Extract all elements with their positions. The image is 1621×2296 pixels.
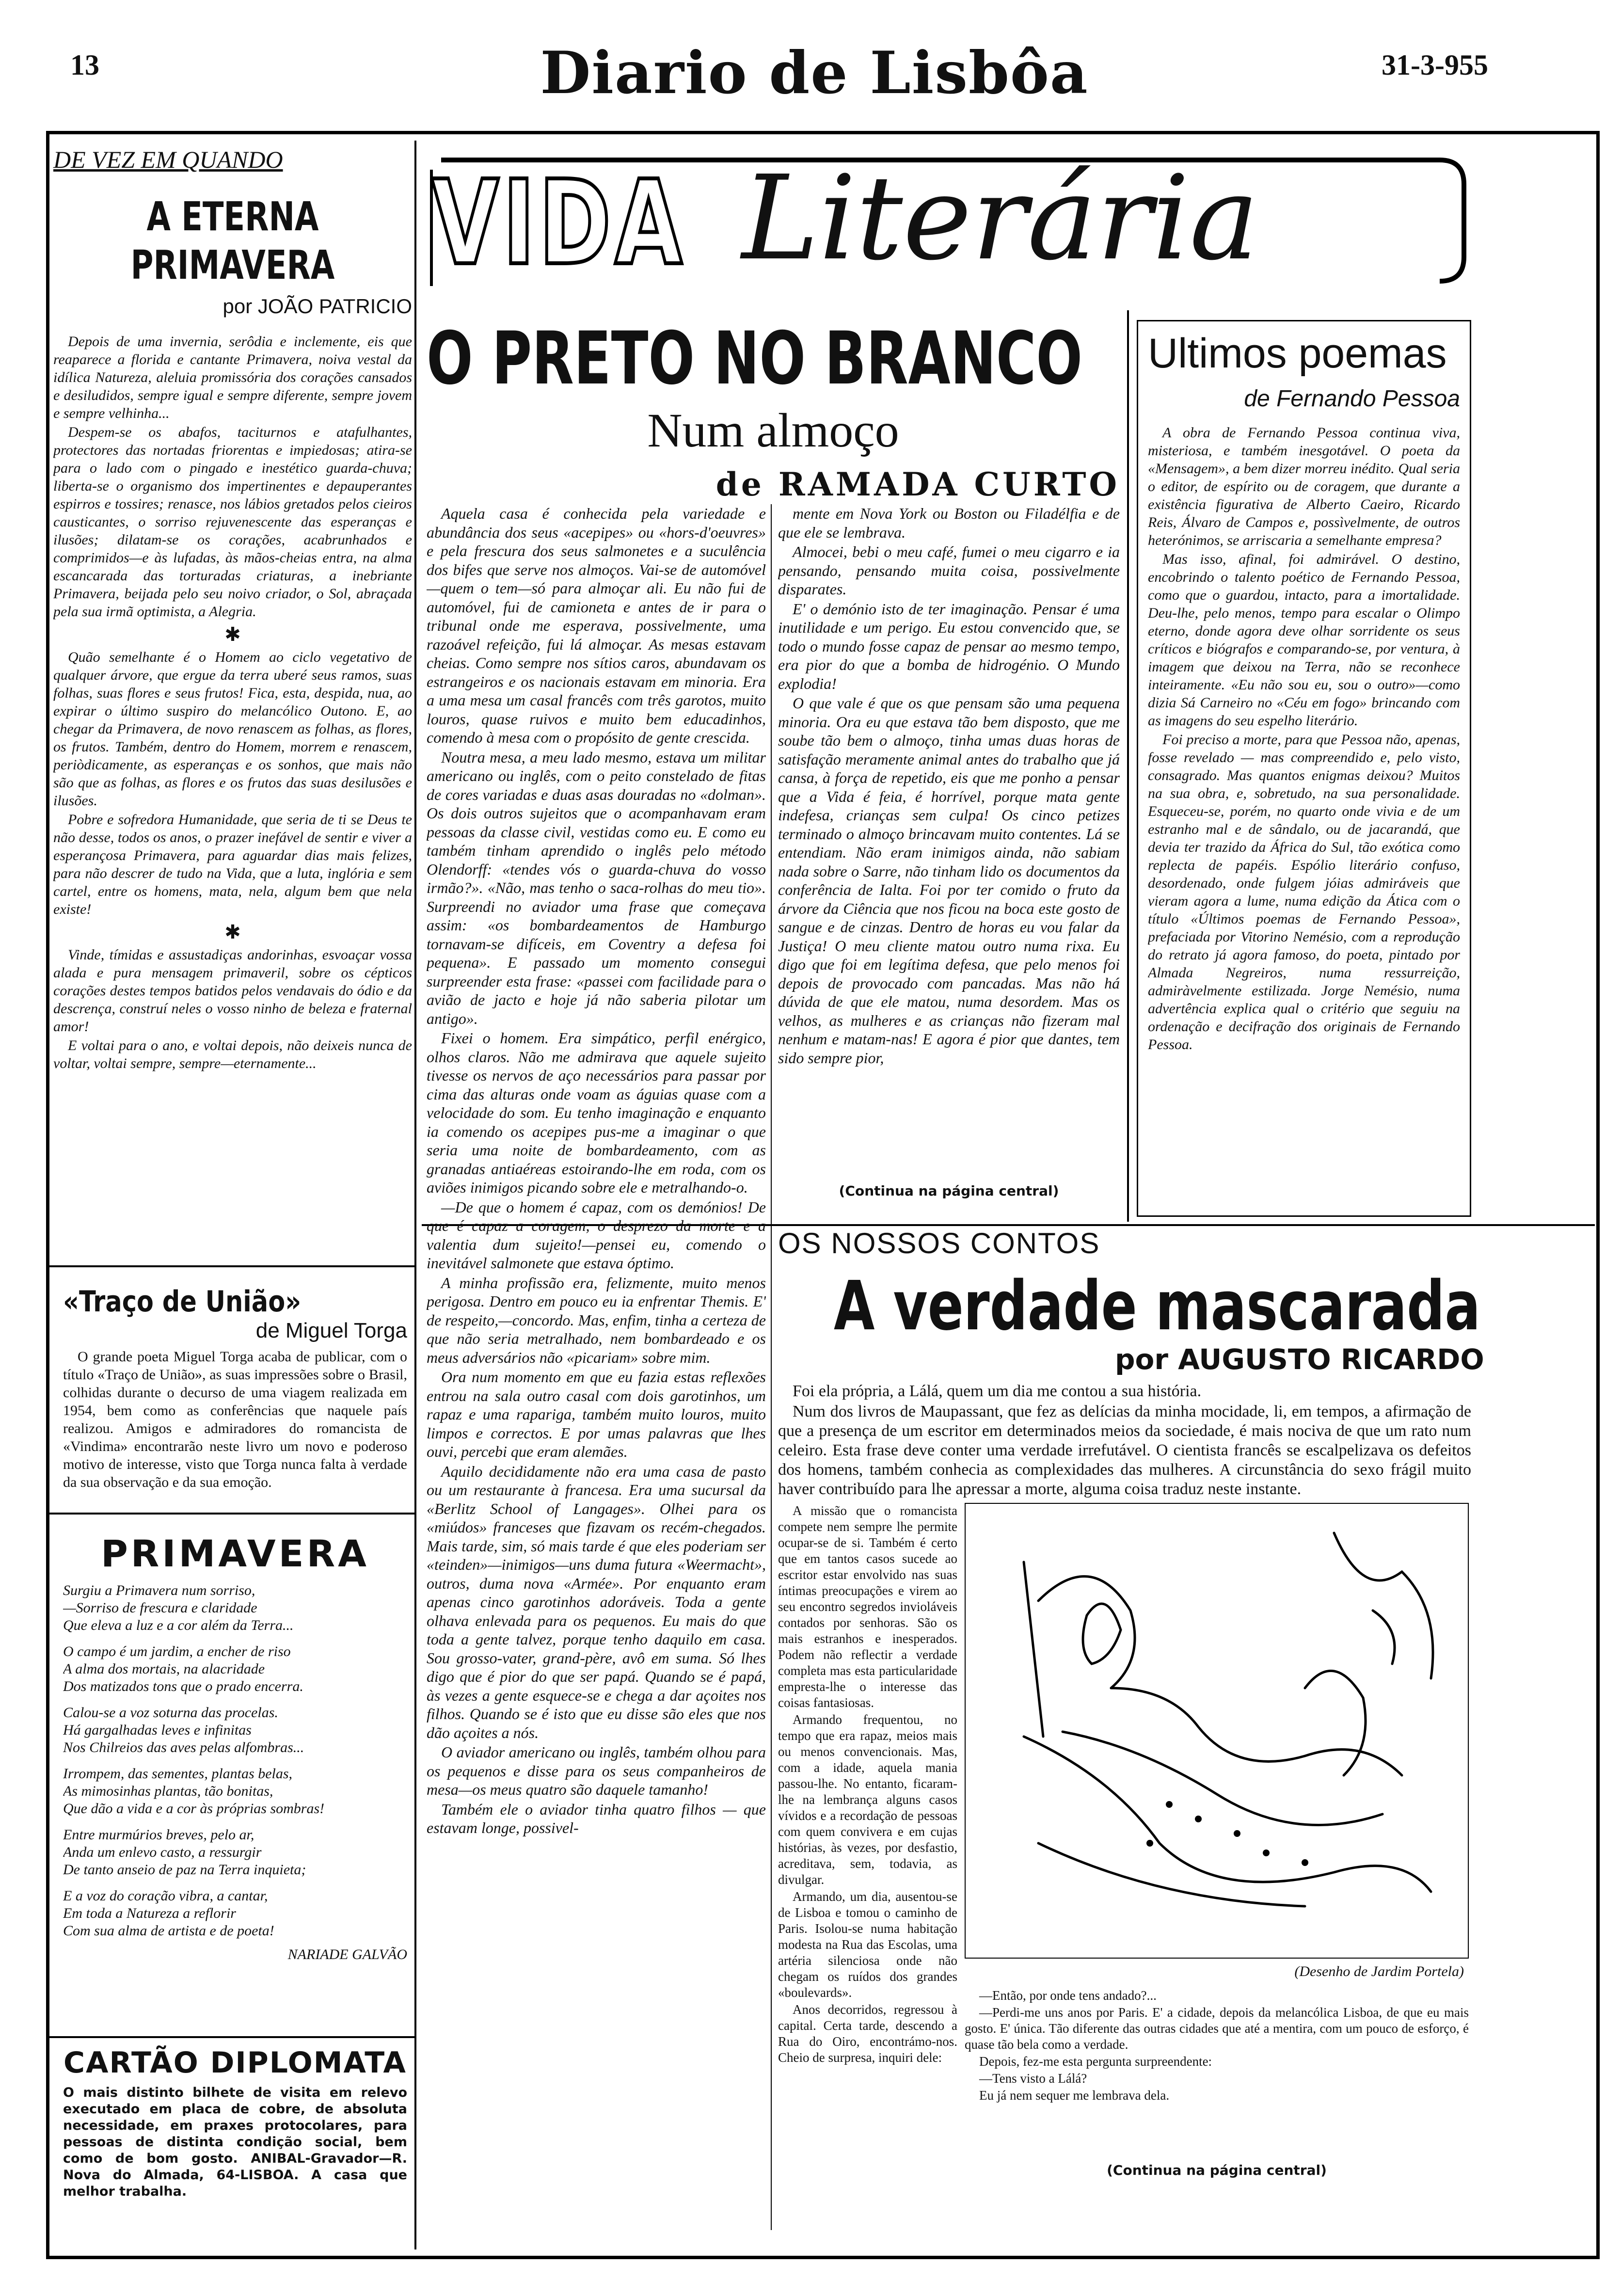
drawing (966, 1504, 1468, 1958)
poem-line: Calou-se a voz soturna das procelas. (63, 1705, 278, 1721)
left-rule-3 (48, 2036, 414, 2038)
cartao-diplomata-ad (63, 2046, 407, 2200)
vida-literaria-banner (422, 141, 1469, 305)
paragraph: Mas isso, afinal, foi admirável. O destino, encobrindo o talento poético de Fernando Pessoa, como que o guardou, intacto, para a imortalidade. Deu-lhe, pelo menos, tempo para escalar o Olimpo eterno, donde agora deve olhar sorridente os seus críticos e biógrafos e comparando-se, por ventura, à imagem que deixou na Terra, não se reconhece inteiramente. «Eu não sou eu, sou o outro»—como dizia Sá Carneiro no «Céu em fogo» brincando com as imagens do seu espelho literário. (1148, 551, 1460, 729)
cartao-title: CARTÃO DIPLOMATA (64, 2046, 407, 2080)
contos-right-column (965, 1988, 1469, 2182)
paragraph: Foi preciso a morte, para que Pessoa não, apenas, fosse revelado — mas compreendido e, pelo visto, consagrado. Mas quantos enigmas deixou? Muitos na sua obra, e, sobretudo, na sua personalidade. Esqueceu-se, porém, no quarto onde vivia e de um estranho mal e de sândalo, ou de jacarandá, que devia ter trazido da África do Sul, tão exótica como replecta de papéis. Espólio literário confuso, desordenado, onde fulgem jóias admiráveis que vieram agora a lume, numa edição da Ática com o título «Últimos poemas de Fernando Pessoa», prefaciada por Vitorino Nemésio, com a reprodução do retrato já agora famoso, do poeta, pintado por Almada Negreiros, numa ressurreição, admiràvelmente estilizada. Jorge Nemésio, numa advertência explica qual o critério que seguiu na ordenação e decifração dos originais de Fernando Pessoa. (1148, 732, 1460, 1052)
paragraph: Foi ela própria, a Lálá, quem um dia me contou a sua história. (793, 1382, 1202, 1400)
poem-line: Surgiu a Primavera num sorriso, (63, 1582, 255, 1598)
issue-date: 31-3-955 (1382, 49, 1488, 81)
continua-contos: (Continua na página central) (1107, 2162, 1327, 2178)
paragraph: Armando frequentou, no tempo que era rapaz, meios mais ou menos convencionais. Mas, com a idade, aquela mania passou-lhe. No entanto, ficaram-lhe na lembrança alguns casos vívidos e a recordação de pessoas com quem convivera e em cujas histórias, às vezes, por desfastio, acreditava, sem, todavia, as divulgar. (778, 1712, 957, 1887)
paragraph: Anos decorridos, regressou à capital. Certa tarde, descendo a Rua do Oiro, encontrámo-nos. Cheio de surpresa, inquiri dele: (778, 2002, 957, 2065)
poem-line: Anda um enlevo casto, a ressurgir (63, 1844, 262, 1860)
asterisk-ornament: ✱ (224, 921, 241, 943)
traco-byline: de Miguel Torga (255, 1319, 407, 1342)
paragraph: E voltai para o ano, e voltai depois, não deixeis nunca de voltar, voltai sempre, sempre—eternamente... (53, 1037, 412, 1071)
column-rule-center (1127, 310, 1129, 1222)
byline-ramada-curto: de RAMADA CURTO (715, 465, 1120, 503)
poem-line: Dos matizados tons que o prado encerra. (63, 1678, 303, 1694)
banner-literaria: Literária (742, 150, 1259, 286)
primavera-author: NARIADE GALVÃO (287, 1946, 407, 1962)
poem-line: Que dão a vida e a cor às próprias sombras! (63, 1801, 325, 1817)
eterna-primavera-body (53, 333, 412, 1254)
paragraph: A minha profissão era, felizmente, muito menos perigosa. Dentro em pouco eu ia enfrentar Themis. E' de respeito,—concordo. Mas, enfim, tinha a certeza de que não seria metralhado, nem bombardeado e os meus adversários não «picariam» sobre mim. (427, 1274, 766, 1366)
poem-line: Há gargalhadas leves e infinitas (63, 1722, 252, 1738)
paragraph: —De que o homem é capaz, com os demónios! De que é capaz a coragem, o desprezo da morte e a valentia dum sujeito!—pensei eu, comendo o inevitável salmonete que estava óptimo. (427, 1198, 766, 1272)
paragraph: Aquela casa é conhecida pela variedade e abundância dos seus «acepipes» ou «hors-d'oeuvres» e pela frescura dos seus salmonetes e a suculência dos bifes que serve nos almoços. Vai-se de automóvel—quem o tem—só para almoçar ali. Eu não fui de automóvel, fui de camioneta e antes de ir para o tribunal onde me esperava, possivelmente, uma razoável refeição, fui lá almoçar. As mesas estavam cheias. Como sempre nos sítios caros, abundavam os estrangeiros e os nacionais estavam em minoria. Era a uma mesa um casal francês com três garotos, muito louros, quase ruivos e muito bem educadinhos, comendo à mesa com o propósito de gente crescida. (427, 505, 766, 746)
article-title-eterna-primavera: A ETERNA PRIMAVERA (130, 194, 335, 288)
paragraph: mente em Nova York ou Boston ou Filadélfia e de que ele se lembrava. (778, 505, 1120, 541)
paragraph: —Então, por onde tens andado?... (979, 1988, 1157, 2003)
primavera-lines (63, 1582, 407, 1940)
contos-title: A verdade mascarada (834, 1267, 1481, 1346)
banner-vida: VIDA (431, 155, 686, 291)
poem-line: Que eleva a luz e a cor além da Terra... (63, 1617, 294, 1633)
cartao-body: O mais distinto bilhete de visita em relevo executado em placa de cobre, de absoluta necessidade, em praxes protocolares, para pessoas de distinta condição social, bem como de bom gosto. ANIBAL-Gravador—R. Nova do Almada, 64-LISBOA. A casa que melhor trabalha. (63, 2085, 407, 2199)
byline-joao-patricio: por JOÃO PATRICIO (222, 295, 412, 318)
paragraph: Num dos livros de Maupassant, que fez as delícias da minha mocidade, li, em tempos, a afirmação de que a presença de um escritor em determinados meios da sociedade, é mais nociva de que um rato num celeiro. Esta frase deve conter uma verdade irrefutável. O cientista francês se escalpelizava os defeitos dos homens, também conhecia as complexidades das mulheres. A circunstância do sexo frágil muito haver contribuído para lhe apressar a morte, alguma coisa traduz neste instante. (778, 1403, 1471, 1498)
stanza-break (63, 1879, 407, 1887)
poem-line: Em toda a Natureza a reflorir (63, 1905, 236, 1921)
paragraph: E' o demónio isto de ter imaginação. Pensar é uma inutilidade e um perigo. Eu estou convencido que, se todo o mundo fosse capaz de pensar ao mesmo tempo, era pior do que a bomba de hidrogénio. O Mundo explodia! (778, 600, 1120, 692)
poem-line: As mimosinhas plantas, tão bonitas, (63, 1783, 273, 1799)
ultimos-poemas-title: Ultimos poemas (1148, 330, 1447, 377)
poem-line: Com sua alma de artista e de poeta! (63, 1923, 274, 1939)
poem-line: Nos Chilreios das aves pelas alfombras... (63, 1739, 304, 1755)
poem-line: A alma dos mortais, na alacridade (63, 1661, 265, 1677)
ultimos-poemas-body (1148, 424, 1460, 1054)
paragraph: Depois de uma invernia, serôdia e inclemente, eis que reaparece a florida e cantante Primavera, noiva vestal da idílica Natureza, aleluia promissória dos corações cansados e desiludidos, sempre igual e sempre diferente, sempre jovem e sempre velhinha... (53, 334, 412, 421)
paragraph: Quão semelhante é o Homem ao ciclo vegetativo de qualquer árvore, que ergue da terra uberé seus ramos, suas folhas, suas flores e seus frutos! Fica, esta, despida, nua, ao expirar o último suspiro do melancólico Outono. E, ao chegar da Primavera, de novo renascem as folhas, as flores, os frutos. Também, dentro do Homem, morrem e renascem, periòdicamente, as esperanças e os sonhos, que mais não são que as folhas, as flores e os frutos das suas desilusões e ilusões. (53, 649, 412, 809)
traco-title: «Traço de União» (63, 1285, 302, 1319)
center-inner-rule (771, 504, 772, 2230)
continua-preto: (Continua na página central) (839, 1183, 1059, 1199)
article-title-preto-no-branco: O PRETO NO BRANCO (427, 317, 1083, 401)
poem-line: —Sorriso de frescura e claridade (63, 1600, 257, 1616)
paragraph: A missão que o romancista compete nem sempre lhe permite ocupar-se de si. Também é certo que em tantos casos sucede ao escritor estar envolvido nas suas íntimas preocupações e virem ao seu encontro segredos invioláveis contados por senhoras. São os mais estranhos e inesperados. Podem não reflectir a verdade completa mas esta particularidade empresta-lhe o interesse das coisas fantasiosas. (778, 1503, 957, 1710)
paragraph: Pobre e sofredora Humanidade, que seria de ti se Deus te não desse, todos os anos, o prazer inefável de sentir e viver a esperançosa Primavera, para aguardar dias mais felizes, para não descrer de tudo na Vida, que a luta, inglória e sem cartel, entre os homens, mata, nela, algum bem que nela existe! (53, 812, 412, 917)
page-number: 13 (70, 49, 99, 81)
column-rule-left (414, 141, 416, 2249)
paragraph: Almocei, bebi o meu café, fumei o meu cigarro e ia pensando, pensando muita coisa, possivelmente disparates. (778, 543, 1120, 598)
masthead: Diario de Lisbôa (540, 39, 1089, 107)
paragraph: O que vale é que os que pensam são uma pequena minoria. Ora eu que estava tão bem disposto, que me soube tão bem o almoço, tinha umas duas horas de satisfação meramente animal antes do trabalho que já cansa, à força de repetido, eis que me ponho a pensar que a Vida é feia, é horrível, porque mata gente indefesa, crianças sem culpa! Os cinco petizes terminado o almoço brincavam muito contentes. Lá se entendiam. Não eram inimigos ainda, não sabiam nada sobre o Sarre, não tinham lido os documentos da conferência de Ialta. Foi por ter comido o fruto da árvore da Ciência que nos ficou na boca este gosto de sangue e de cinzas. Dentro de horas eu vou falar da Justiça! O meu cliente matou outro numa rixa. Eu digo que foi em legítima defesa, que pelo menos foi depois de provocado com pancadas. Mas não há dúvida de que ele matou, numa desordem. Mas os velhos, as mulheres e as crianças não fizeram mal nenhum e matam-nas! E agora é pior que dantes, tem sido sempre pior, (778, 694, 1120, 1067)
ultimos-poemas-byline: de Fernando Pessoa (1244, 386, 1460, 412)
left-column (53, 145, 412, 1254)
stanza-break (63, 1634, 407, 1643)
contos-byline: por AUGUSTO RICARDO (1115, 1343, 1484, 1376)
paragraph: Noutra mesa, a meu lado mesmo, estava um militar americano ou inglês, com o peito constelado de fitas de cores variadas e duas asas douradas no «dolman». Os dois outros sujeitos que o acompanhavam eram pessoas da classe civil, vestidas como eu. E como eu também tinham aprendido o inglês pelo método Olendorff: «tendes vós o guarda-chuva do vosso irmão?». «Não, mas tenho o saca-rolhas do meu tio». Surpreendi no aviador uma frase que começava assim: «os bombardeamentos de Hamburgo tornavam-se difíceis, em Coventry a defesa foi pequena». E passado um momento consegui surpreender esta frase: «passei com facilidade para o avião de jacto e hoje já não saberia pilotar um antigo». (427, 748, 766, 1027)
paragraph: Depois, fez-me esta pergunta surpreendente: (979, 2054, 1212, 2069)
paragraph: —Tens visto a Lálá? (979, 2071, 1087, 2086)
preto-no-branco-col2 (778, 504, 1120, 1164)
illustration-caption: (Desenho de Jardim Portela) (1294, 1963, 1464, 1979)
paragraph: Eu já nem sequer me lembrava dela. (979, 2088, 1170, 2103)
primavera-title: PRIMAVERA (101, 1532, 369, 1575)
left-rule-1 (48, 1265, 414, 1267)
traco-body: O grande poeta Miguel Torga acaba de publicar, com o título «Traço de União», as suas impressões sobre o Brasil, colhidas durante o decurso de uma viagem realizada em 1954, bem como as conferências que naquele país realizou. Amigos e admiradores do romancista de «Vindima» encontrarão neste livro um novo e poderoso motivo de interesse, visto que Torga nunca falta à verdade da sua observação e da sua emoção. (63, 1349, 407, 1490)
stanza-break (63, 1818, 407, 1826)
left-rule-2 (48, 1513, 414, 1515)
paragraph: Também ele o aviador tinha quatro filhos — que estavam longe, possivel- (427, 1800, 766, 1836)
paragraph: Ora num momento em que eu fazia estas reflexões entrou na sala outro casal com dois garotinhos, um rapaz e uma rapariga, também muito louros, muito limpos e correctos. E por umas palavras que lhes ouvi, percebi que eram alemães. (427, 1368, 766, 1460)
illustration-reclining-woman (965, 1503, 1469, 1959)
contos-intro (778, 1382, 1471, 1500)
paragraph: Vinde, tímidas e assustadiças andorinhas, esvoaçar vossa alada e pura mensagem primaveril, sobre os cépticos corações destes tempos batidos pelos vendavais do ódio e da descrença, construí neles o vosso ninho de beleza e fraternal amor! (53, 947, 412, 1035)
primavera-poem (63, 1532, 407, 1963)
poem-line: De tanto anseio de paz na Terra inquieta; (63, 1862, 306, 1878)
paragraph: A obra de Fernando Pessoa continua viva, misteriosa, e também inesgotável. O poeta da «Mensagem», a bem dizer morreu inédito. Qual seria o editor, de espírito ou de coragem, que durante a existência figurativa de Alberto Caeiro, Ricardo Reis, Álvaro de Campos e, possìvelmente, de outros heterónimos, se arriscaria a semelhante empresa? (1148, 425, 1460, 548)
ultimos-poemas-box (1137, 320, 1471, 1217)
paragraph: O aviador americano ou inglês, também olhou para os pequenos e disse para os seus companheiros de mesa—os meus quatro são daquele tamanho! (427, 1743, 766, 1798)
poem-line: Entre murmúrios breves, pelo ar, (63, 1827, 254, 1843)
traco-de-uniao (63, 1285, 407, 1491)
paragraph: —Perdi-me uns anos por Paris. E' a cidade, depois da melancólica Lisboa, de que eu mais gosto. E' única. Tão diferente das outras cidades que até a mentira, com um pouco de esforço, é quase tão bela como a verdade. (965, 2005, 1469, 2052)
poem-line: Irrompem, das sementes, plantas belas, (63, 1766, 293, 1782)
contos-kicker: OS NOSSOS CONTOS (778, 1227, 1100, 1260)
asterisk-ornament: ✱ (224, 623, 241, 645)
paragraph: Fixei o homem. Era simpático, perfil enérgico, olhos claros. Não me admirava que aquele sujeito tivesse os nervos de aço necessários para passar por cima das alturas onde voam as águias quase com a velocidade do som. Eu tenho imaginação e enquanto ia comendo os acepipes pus-me a imaginar o que seria uma noite de bombardeamento, com as granadas antiaéreas estoirando-lhe em roda, com os aviões inimigos picando sobre ele e metralhando-o. (427, 1029, 766, 1196)
paragraph: Armando, um dia, ausentou-se de Lisboa e tomou o caminho de Paris. Isolou-se numa habitação modesta na Rua das Escolas, uma artéria silenciosa onde não chegam os ruídos dos grandes «boulevards». (778, 1889, 957, 2000)
contos-left-column (778, 1503, 957, 2162)
paragraph: Despem-se os abafos, taciturnos e atafulhantes, protectores das nortadas friorentas e impiedosas; atira-se para o lado com o pingado e inestético guarda-chuva; liberta-se o organismo dos impertinentes e depauperantes espirros e tossires; renasce, nos lábios gretados pelos cieiros causticantes, o sorriso rejuvenescente das esperanças e ilusões; dilatam-se os corações, acabrunhados e comprimidos—e às lufadas, às mãos-cheias entra, na alma escancarada das torturadas criaturas, a inebriante Primavera, beijada pelo seu noivo criador, o Sol, abraçada pela sua irmã optimista, a Alegria. (53, 424, 412, 620)
article-subtitle-num-almoco: Num almoço (647, 403, 899, 457)
poem-line: E a voz do coração vibra, a cantar, (63, 1888, 268, 1904)
poem-line: O campo é um jardim, a encher de riso (63, 1643, 291, 1659)
kicker-de-vez-em-quando: DE VEZ EM QUANDO (53, 146, 283, 173)
paragraph: Aquilo decididamente não era uma casa de pasto ou um restaurante à francesa. Era uma sucursal da «Berlitz School of Langages». Olhei para os «miúdos» franceses que fizavam os recém-chegados. Mais tarde, sim, só mais tarde é que eles poderiam ser «teinden»—inimigos—uns duma futura «Weermacht», outros, duma nova «Armée». Por enquanto eram apenas cinco garotinhos adoráveis. Toda a gente olhava enlevada para os pequenos. Eu mais do que toda a gente talvez, porque tenho daquilo em casa. Sou grosso-vater, grand-père, avô em suma. Só lhes digo que é pior do que ser papá. Quando se é papá, às vezes a gente esquece-se e chega a dar açoites nos filhos. Quando se é isto que eu disse são eles que nos dão açoites a nós. (427, 1462, 766, 1741)
stanza-break (63, 1756, 407, 1765)
stanza-break (63, 1695, 407, 1704)
preto-no-branco-col1 (427, 504, 766, 2230)
